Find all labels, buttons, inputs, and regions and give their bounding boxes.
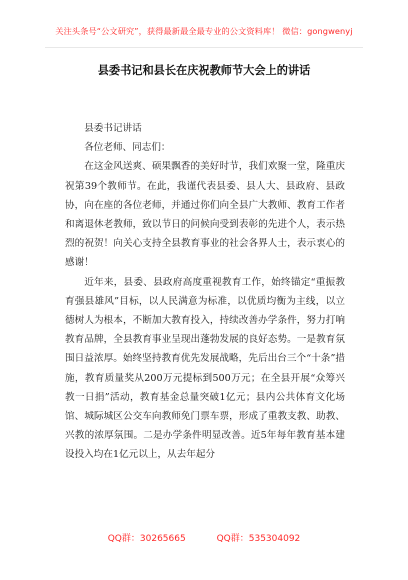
section-heading: 县委书记讲话	[84, 123, 142, 134]
footer-qq-group-2: QQ群：535304092	[216, 534, 301, 544]
footer-contact	[0, 531, 408, 547]
header-divider	[45, 47, 363, 48]
document-title: 县委书记和县长在庆祝教师节大会上的讲话	[97, 64, 311, 77]
body-paragraph: 在这金风送爽、硕果飘香的美好时节，我们欢聚一堂，隆重庆祝第39个教师节。在此，我谨代表县委、县人大、县政府、县政协，向在座的各位老师，并通过你们向全县广大教师、教育工作者和离退休老教师，致以节日的问候向受到表彰的先进个人，表示热烈的祝贺！向关心支持全县教育事业的社会各界人士，表示衷心的感谢！	[65, 161, 345, 269]
body-paragraph: 近年来，县委、县政府高度重视教育工作，始终锚定“重振教育强县雄风”目标，以人民满意为标准，以优质均衡为主线，以立德树人为根本，不断加大教育投入，持续改善办学条件，努力打响教育品牌，全县教育事业呈现出蓬勃发展的良好态势。一是教育氛围日益浓厚。始终坚持教育优先发展战略，先后出台三个“十条”措施，教育质量奖从200万元提标到500万元；在全县开展“众筹兴教一日捐”活动，教育基金总量突破1亿元；县内公共体育文化场馆、城际城区公交车向教师免门票车票，形成了重教支教、助教、兴教的浓厚氛围。二是办学条件明显改善。近5年每年教育基本建设投入均在1亿元以上，从去年起分	[65, 276, 345, 461]
salutation: 各位老师、同志们：	[84, 142, 171, 154]
document-body	[65, 119, 345, 465]
footer-qq-group-1: QQ群：30265665	[107, 534, 186, 544]
header-banner: 关注头条号“公文研究”，获得最新最全最专业的公文资料库！ 微信：gongwenyj	[55, 26, 353, 36]
